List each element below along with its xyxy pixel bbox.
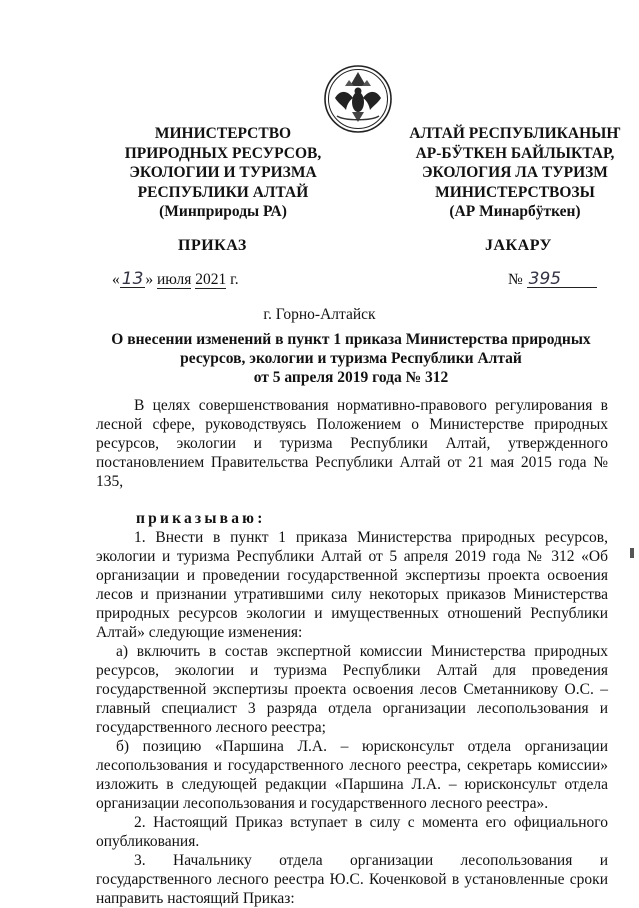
- header-line: РЕСПУБЛИКИ АЛТАЙ: [137, 183, 309, 201]
- header-line: МИНИСТЕРСТВОЗЫ: [435, 183, 595, 201]
- title-line: ресурсов, экологии и туризма Республики Алтай: [180, 350, 522, 367]
- header-line: АР-БӰТКЕН БАЙЛЫКТАР,: [415, 144, 615, 162]
- item-3-paragraph: 3. Начальнику отдела организации лесопользования и государственного лесного реестра Ю.С. Коченковой в установленные сроки направить настоящий Приказ:: [96, 852, 608, 907]
- number-handwritten: 395: [527, 271, 597, 288]
- title-line: от 5 апреля 2019 года № 312: [253, 369, 449, 386]
- header-line: ЭКОЛОГИИ И ТУРИЗМА: [129, 164, 317, 181]
- date-suffix: г.: [230, 271, 239, 288]
- header-line: МИНИСТЕРСТВО: [154, 125, 292, 142]
- number-prefix: №: [508, 271, 523, 288]
- document-body: [96, 396, 608, 908]
- item-1a-paragraph: а) включить в состав экспертной комиссии Министерства природных ресурсов, экологии и туризма Республики Алтай для проведения государственной экспертизы проекта освоения лесов Сметанникову О.С. – главный специалист 3 разряда отдела организации лесопользования и государственного лесного реестра;: [96, 643, 608, 736]
- ministry-header-altai: [380, 124, 639, 222]
- doc-type-altai: JАКАРУ: [485, 237, 552, 254]
- scan-margin-mark: [630, 548, 634, 558]
- header-line: (Минприроды РА): [159, 203, 287, 220]
- header-line: АЛТАЙ РЕСПУБЛИКАНЫҤ: [409, 125, 621, 142]
- date-open-quote: «: [112, 271, 120, 288]
- date-year: 2021: [195, 271, 227, 288]
- order-number: [508, 271, 597, 289]
- ministry-header-russian: [98, 124, 348, 222]
- item-1-paragraph: 1. Внести в пункт 1 приказа Министерства природных ресурсов, экологии и туризма Республики Алтай от 5 апреля 2019 года № 312 «Об организации и проведении государственной экспертизы проекта освоения лесов и признании утратившими силу некоторых приказов Министерства природных ресурсов экологии и имущественных отношений Республики Алтай» следующие изменения:: [96, 529, 608, 641]
- date-close-quote: »: [145, 271, 154, 288]
- city-line: г. Горно-Алтайск: [263, 306, 376, 323]
- header-line: (АР Минарбӱткен): [449, 203, 581, 220]
- title-line: О внесении изменений в пункт 1 приказа Министерства природных: [111, 331, 591, 348]
- header-line: ПРИРОДНЫХ РЕСУРСОВ,: [124, 144, 322, 162]
- document-title: [96, 330, 606, 387]
- header-line: ЭКОЛОГИЯ ЛА ТУРИЗМ: [422, 164, 608, 181]
- order-date: [112, 271, 239, 289]
- date-day-handwritten: 13: [121, 269, 144, 289]
- doc-type-russian: ПРИКАЗ: [178, 237, 247, 254]
- item-2-paragraph: 2. Настоящий Приказ вступает в силу с момента его официального опубликования.: [96, 814, 608, 850]
- preamble-paragraph: В целях совершенствования нормативно-правового регулирования в лесной сфере, руководствуясь Положением о Министерстве природных ресурсов, экологии и туризма Республики Алтай, утвержденного постановлением Правительства Республики Алтай от 21 мая 2015 года № 135,: [96, 397, 608, 490]
- date-month: июля: [157, 271, 192, 288]
- order-word: приказываю:: [136, 510, 266, 527]
- item-1b-paragraph: б) позицию «Паршина Л.А. – юрисконсульт отдела организации лесопользования и государственного лесного реестра, секретарь комиссии» изложить в следующей редакции «Паршина Л.А. – юрисконсульт отдела организации лесопользования и государственного лесного реестра».: [96, 738, 608, 812]
